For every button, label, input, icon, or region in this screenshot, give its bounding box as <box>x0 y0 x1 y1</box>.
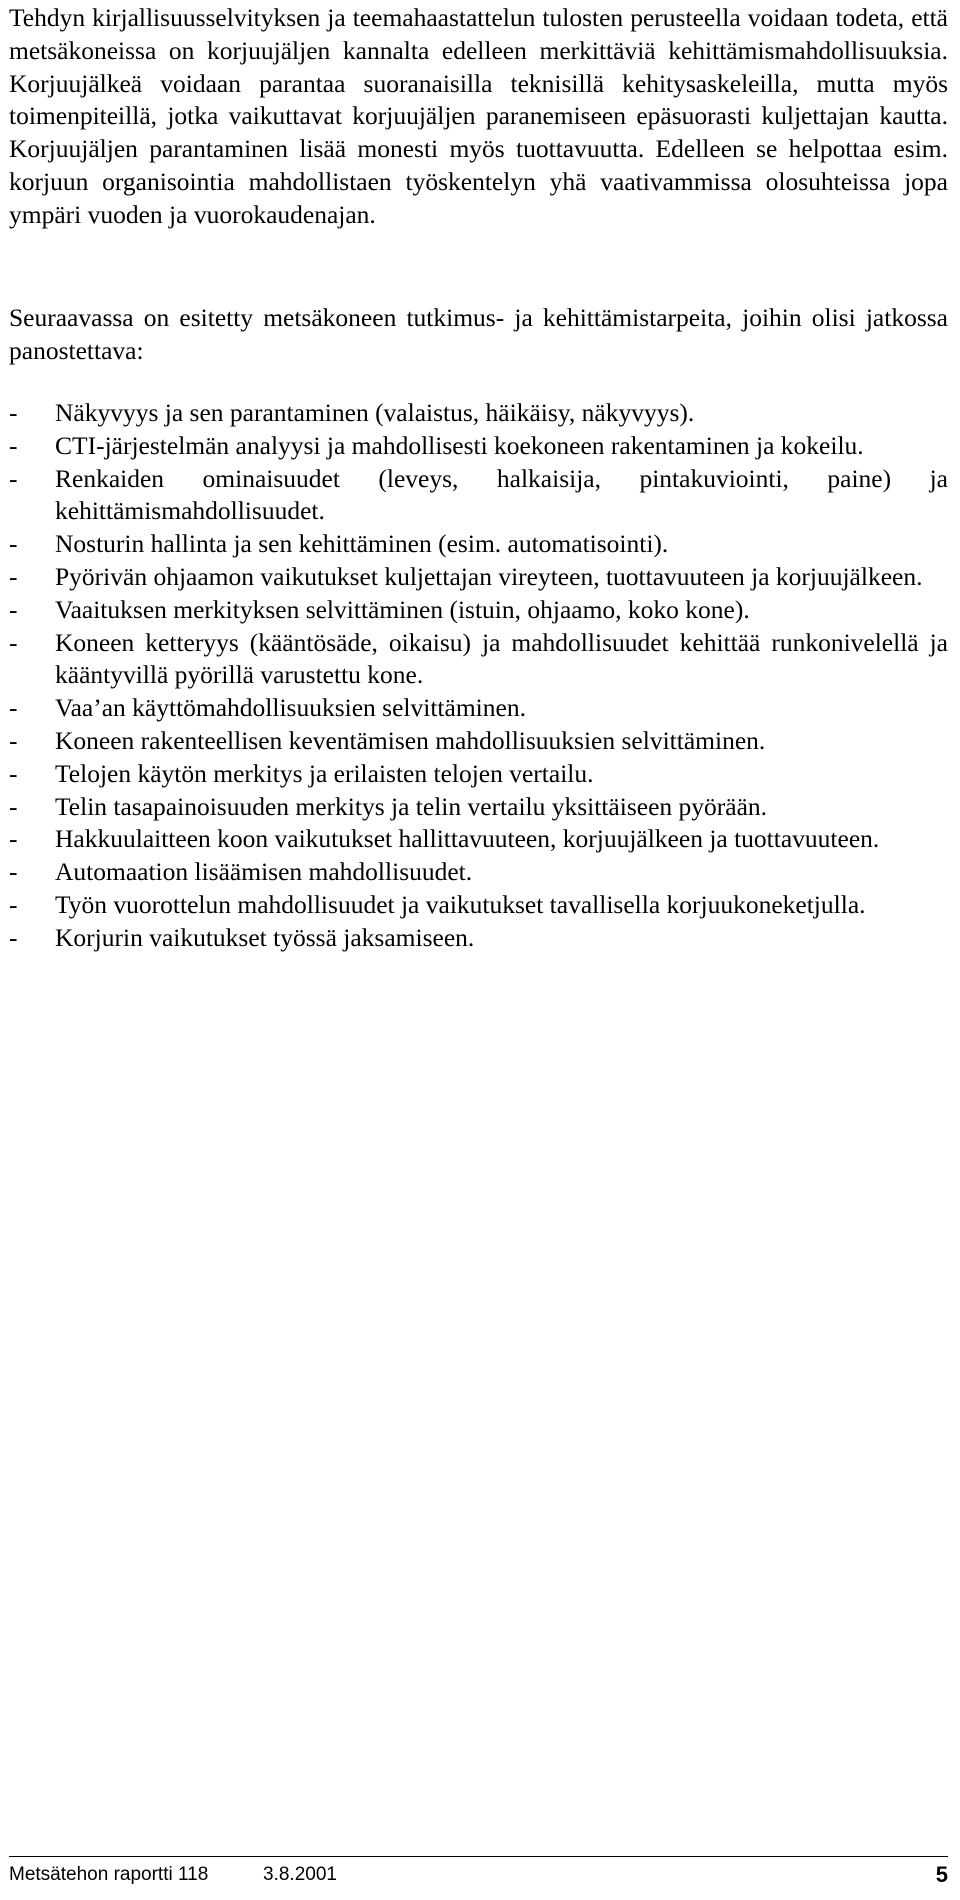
list-item: - Nosturin hallinta ja sen kehittäminen (esim. automatisointi). <box>9 528 948 561</box>
list-item: - Pyörivän ohjaamon vaikutukset kuljettajan vireyteen, tuottavuuteen ja korjuujälkeen. <box>9 561 948 594</box>
list-item: - Koneen ketteryys (kääntösäde, oikaisu) ja mahdollisuudet kehittää runkonivelellä ja kääntyvillä pyörillä varustettu kone. <box>9 627 948 693</box>
page-number: 5 <box>935 1862 948 1887</box>
intro-paragraph: Tehdyn kirjallisuusselvityksen ja teemahaastattelun tulosten perusteella voidaan todeta, että metsäkoneissa on korjuujäljen kannalta edelleen merkittäviä kehittämismahdollisuuksia. Korjuujälkeä voidaan parantaa suoranaisilla teknisillä kehitysaskeleilla, mutta myös toimenpiteillä, jotka vaikuttavat korjuujäljen paranemiseen epäsuorasti kuljettajan kautta. Korjuujäljen parantaminen lisää monesti myös tuottavuutta. Edelleen se helpottaa esim. korjuun organisointia mahdollistaen työskentelyn yhä vaativammissa olosuhteissa jopa ympäri vuoden ja vuorokaudenajan. <box>9 3 948 229</box>
list-item: - Vaaituksen merkityksen selvittäminen (istuin, ohjaamo, koko kone). <box>9 594 948 627</box>
report-title: Metsätehon raportti 118 <box>9 1864 209 1885</box>
list-item: - CTI-järjestelmän analyysi ja mahdollisesti koekoneen rakentaminen ja kokeilu. <box>9 430 948 463</box>
research-needs-list <box>9 397 948 955</box>
list-item: - Koneen rakenteellisen keventämisen mahdollisuuksien selvittäminen. <box>9 725 948 758</box>
list-item: - Työn vuorottelun mahdollisuudet ja vaikutukset tavallisella korjuukoneketjulla. <box>9 889 948 922</box>
list-item: - Renkaiden ominaisuudet (leveys, halkaisija, pintakuviointi, paine) ja kehittämismahdollisuudet. <box>9 463 948 529</box>
list-item: - Näkyvyys ja sen parantaminen (valaistus, häikäisy, näkyvyys). <box>9 397 948 430</box>
list-item: - Vaa’an käyttömahdollisuuksien selvittäminen. <box>9 692 948 725</box>
list-item: - Telin tasapainoisuuden merkitys ja telin vertailu yksittäiseen pyörään. <box>9 791 948 824</box>
list-item: - Telojen käytön merkitys ja erilaisten telojen vertailu. <box>9 758 948 791</box>
list-item: - Korjurin vaikutukset työssä jaksamiseen. <box>9 922 948 955</box>
list-item: - Hakkuulaitteen koon vaikutukset hallittavuuteen, korjuujälkeen ja tuottavuuteen. <box>9 823 948 856</box>
page-footer <box>9 1860 948 1890</box>
footer-divider <box>9 1856 948 1857</box>
list-intro-paragraph: Seuraavassa on esitetty metsäkoneen tutkimus- ja kehittämistarpeita, joihin olisi jatkossa panostettava: <box>9 303 948 365</box>
list-item: - Automaation lisäämisen mahdollisuudet. <box>9 856 948 889</box>
report-date: 3.8.2001 <box>263 1864 337 1885</box>
